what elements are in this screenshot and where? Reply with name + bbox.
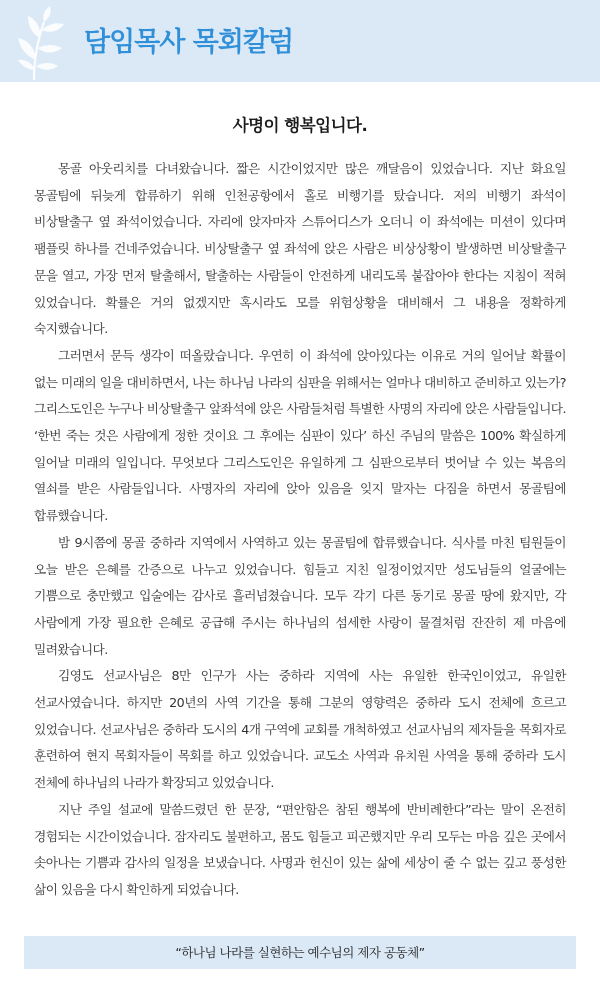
article-body — [34, 156, 566, 904]
article-title: 사명이 행복입니다. — [232, 116, 368, 135]
church-motto-banner: “하나님 나라를 실현하는 예수님의 제자 공동체” — [24, 936, 576, 969]
column-title: 담임목사 목회칼럼 — [84, 27, 294, 58]
article-paragraph: 지난 주일 설교에 말씀드렸던 한 문장, “편안함은 참된 행복에 반비례한다”라는 말이 온전히 경험되는 시간이었습니다. 잠자리도 불편하고, 몸도 힘들고 피곤했지만 우리 모두는 마음 깊은 곳에서 솟아나는 기쁨과 감사의 일정을 보냈습니다. 사명과 헌신이 있는 삶에 세상이 줄 수 없는 깊고 풍성한 삶이 있음을 다시 확인하게 되었습니다. — [34, 801, 566, 897]
leaf-branch-icon — [4, 4, 84, 82]
article-paragraph: 김영도 선교사님은 8만 인구가 사는 중하라 지역에 사는 유일한 한국인이었고, 유일한 선교사였습니다. 하지만 20년의 사역 기간을 통해 그분의 영향력은 중하라 도시 전체에 흐르고 있었습니다. 선교사님은 중하라 도시의 4개 구역에 교회를 개척하였고 선교사님의 제자들을 목회자로 훈련하여 현지 목회자들이 목회를 하고 있었습니다. 교도소 사역과 유치원 사역을 통해 중하라 도시 전체에 하나님의 나라가 확장되고 있었습니다. — [34, 668, 566, 791]
article-paragraph: 밤 9시쯤에 몽골 중하라 지역에서 사역하고 있는 몽골팀에 합류했습니다. 식사를 마친 팀원들이 오늘 받은 은혜를 간증으로 나누고 있었습니다. 힘들고 지친 일정이었지만 성도님들의 얼굴에는 기쁨으로 충만했고 입술에는 감사로 흘러넘쳤습니다. 모두 각기 다른 동기로 몽골 땅에 왔지만, 각 사람에게 가장 필요한 은혜로 공급해 주시는 하나님의 섬세한 사랑이 물결처럼 잔잔히 제 마음에 밀려왔습니다. — [34, 534, 566, 657]
article-paragraph: 몽골 아웃리치를 다녀왔습니다. 짧은 시간이었지만 많은 깨달음이 있었습니다. 지난 화요일 몽골팀에 뒤늦게 합류하기 위해 인천공항에서 홀로 비행기를 탔습니다. 저의 비행기 좌석이 비상탈출구 옆 좌석이었습니다. 자리에 앉자마자 스튜어디스가 오더니 이 좌석에는 미션이 있다며 팸플릿 하나를 건네주었습니다. 비상탈출구 옆 좌석에 앉은 사람은 비상상황이 발생하면 비상탈출구 문을 열고, 가장 먼저 탈출해서, 탈출하는 사람들이 안전하게 내리도록 붙잡아야 한다는 지침이 적혀 있었습니다. 확률은 거의 없겠지만 혹시라도 모를 위험상황을 대비해서 그 내용을 정확하게 숙지했습니다. — [34, 161, 566, 337]
article-paragraph: 그러면서 문득 생각이 떠올랐습니다. 우연히 이 좌석에 앉아있다는 이유로 거의 일어날 확률이 없는 미래의 일을 대비하면서, 나는 하나님 나라의 심판을 위해서는 얼마나 대비하고 준비하고 있는가? 그리스도인은 누구나 비상탈출구 앞좌석에 앉은 사람들처럼 특별한 사명의 자리에 앉은 사람들입니다. ‘한번 죽는 것은 사람에게 정한 것이요 그 후에는 심판이 있다’ 하신 주님의 말씀은 100% 확실하게 일어날 미래의 일입니다. 무엇보다 그리스도인은 유일하게 그 심판으로부터 벗어날 수 있는 복음의 열쇠를 받은 사람들입니다. 사명자의 자리에 앉아 있음을 잊지 말자는 다짐을 하면서 몽골팀에 합류했습니다. — [34, 347, 566, 524]
column-header — [0, 0, 600, 82]
